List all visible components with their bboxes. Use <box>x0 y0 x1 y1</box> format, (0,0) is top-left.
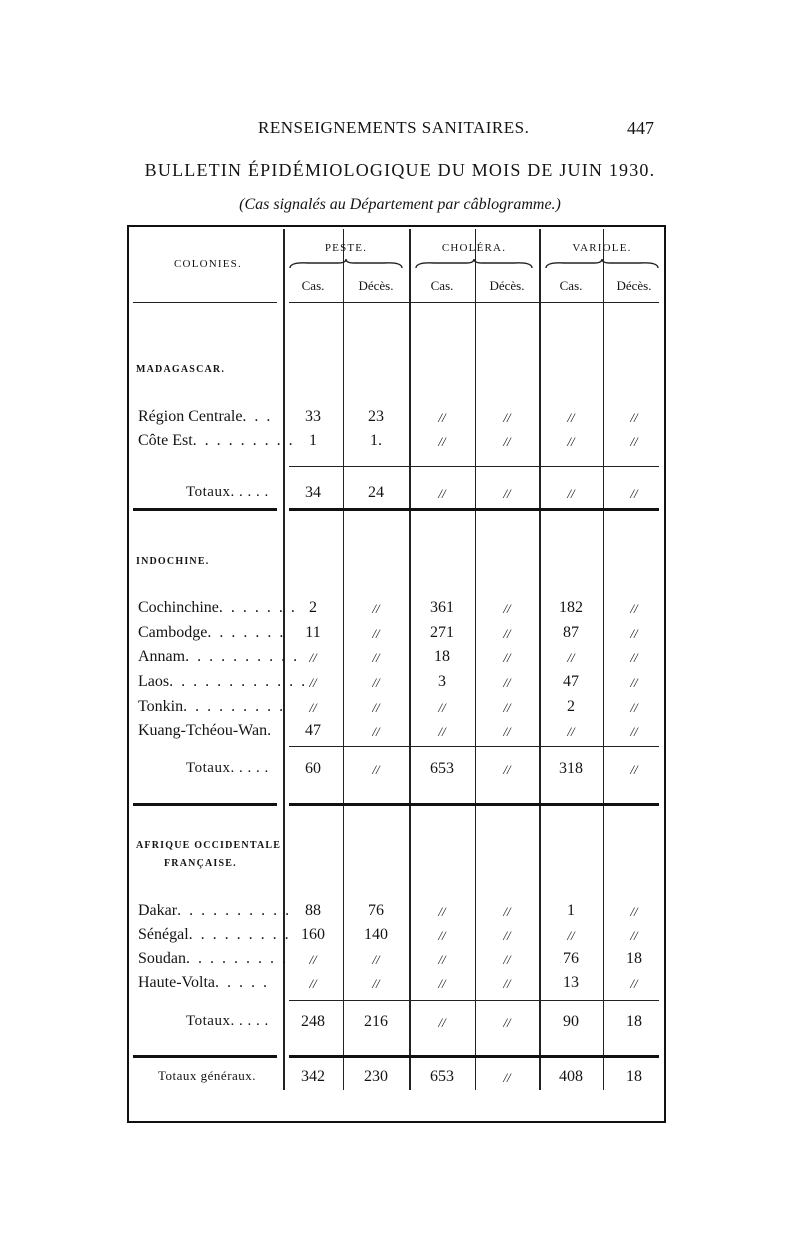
table-cell: // <box>438 976 446 991</box>
column-rule <box>603 229 604 1090</box>
column-rule <box>539 229 541 1090</box>
table-cell: // <box>503 675 511 690</box>
totals-cell: 248 <box>301 1013 325 1030</box>
bulletin-title: BULLETIN ÉPIDÉMIOLOGIQUE DU MOIS DE JUIN 1930. <box>144 160 656 180</box>
totals-cell: // <box>503 762 511 777</box>
row-label-text: Annam <box>138 648 186 665</box>
table-cell: // <box>372 976 380 991</box>
row-label <box>138 698 286 716</box>
row-label-text: Haute-Volta <box>138 974 216 991</box>
table-cell: 361 <box>430 599 454 616</box>
table-cell: // <box>503 724 511 739</box>
grand-totals-cell: 653 <box>430 1068 454 1085</box>
table-cell: // <box>503 976 511 991</box>
table-cell: // <box>503 904 511 919</box>
table-cell: // <box>372 724 380 739</box>
section-heading: INDOCHINE. <box>136 556 210 567</box>
table-cell: 76 <box>563 950 579 967</box>
table-cell: // <box>630 410 638 425</box>
table-cell: 47 <box>563 673 579 690</box>
subheader-deces: Décès. <box>358 278 394 293</box>
section-rule <box>289 508 659 511</box>
subheader-cas: Cas. <box>301 278 325 293</box>
section-rule <box>133 508 277 511</box>
row-label-text: Sénégal <box>138 926 189 943</box>
table-cell: // <box>438 434 446 449</box>
table-cell: // <box>630 724 638 739</box>
table-cell: // <box>630 626 638 641</box>
leader-dots: . . . . . . . <box>207 624 286 641</box>
table-cell: // <box>503 601 511 616</box>
table-cell: // <box>630 904 638 919</box>
table-cell: // <box>567 928 575 943</box>
table-cell: // <box>503 650 511 665</box>
row-label <box>138 673 308 691</box>
running-title: RENSEIGNEMENTS SANITAIRES. <box>258 118 530 137</box>
section-rule <box>289 803 659 806</box>
section-rule <box>133 1055 277 1058</box>
brace-variole <box>544 258 660 270</box>
table-cell: // <box>372 650 380 665</box>
table-cell: 1 <box>309 432 317 449</box>
table-cell: // <box>438 952 446 967</box>
row-label <box>138 432 295 450</box>
page-number: 447 <box>627 118 654 138</box>
grand-totals-cell: 342 <box>301 1068 325 1085</box>
table-cell: // <box>630 434 638 449</box>
grand-totals-cell: 230 <box>364 1068 388 1085</box>
header-rule <box>289 302 659 303</box>
totals-cell: 318 <box>559 760 583 777</box>
header-colonies: COLONIES. <box>174 258 242 270</box>
column-rule <box>409 229 411 1090</box>
row-label-text: Cambodge <box>138 624 208 641</box>
table-cell: 271 <box>430 624 454 641</box>
subtotal-rule <box>289 466 659 467</box>
leader-dots: . . . . . <box>215 974 270 991</box>
row-label <box>138 408 278 426</box>
table-cell: 182 <box>559 599 583 616</box>
totals-cell: 216 <box>364 1013 388 1030</box>
table-cell: // <box>438 410 446 425</box>
table-cell: // <box>309 976 317 991</box>
totals-cell: // <box>372 762 380 777</box>
table-cell: // <box>630 928 638 943</box>
leader-dots: . . . . . . . . . . <box>177 902 292 919</box>
table-cell: // <box>372 700 380 715</box>
leader-dots: . . . <box>242 408 273 425</box>
table-cell: // <box>438 928 446 943</box>
table-cell: 3 <box>438 673 446 690</box>
leader-dots: . . . . . . . . . . <box>185 648 300 665</box>
brace-cholera <box>414 258 534 270</box>
row-label-text: Soudan <box>138 950 186 967</box>
table-cell: // <box>372 952 380 967</box>
subtotal-rule <box>289 1000 659 1001</box>
leader-dots: . . . . . . . . . <box>186 950 288 967</box>
subheader-deces: Décès. <box>616 278 652 293</box>
table-cell: 160 <box>301 926 325 943</box>
totals-cell: 60 <box>305 760 321 777</box>
subtotal-rule <box>289 746 659 747</box>
totals-cell: 34 <box>305 484 321 501</box>
row-label <box>138 950 288 968</box>
row-label-text: Cochinchine <box>138 599 219 616</box>
row-label-text: Laos <box>138 673 170 690</box>
table-cell: // <box>503 434 511 449</box>
table-cell: // <box>309 952 317 967</box>
section-rule <box>289 1055 659 1058</box>
table-cell: // <box>567 410 575 425</box>
table-cell: 47 <box>305 722 321 739</box>
table-cell: 18 <box>626 950 642 967</box>
section-rule <box>133 803 277 806</box>
leader-dots: . . . . . . . <box>218 599 297 616</box>
table-cell: // <box>567 724 575 739</box>
totals-cell: 653 <box>430 760 454 777</box>
totals-cell: // <box>438 486 446 501</box>
subheader-deces: Décès. <box>489 278 525 293</box>
header-variole: VARIOLE. <box>572 242 632 254</box>
totals-cell: 90 <box>563 1013 579 1030</box>
row-label-text: Côte Est <box>138 432 193 449</box>
table-cell: // <box>567 434 575 449</box>
header-peste: PESTE. <box>324 242 368 254</box>
table-cell: // <box>630 700 638 715</box>
table-cell: 76 <box>368 902 384 919</box>
subheader-cas: Cas. <box>559 278 583 293</box>
table-cell: // <box>309 700 317 715</box>
totals-label: Totaux. . . . . <box>186 1013 269 1029</box>
table-cell: 2 <box>567 698 575 715</box>
totals-label: Totaux. . . . . <box>186 760 269 776</box>
table-cell: 140 <box>364 926 388 943</box>
row-label-text: Dakar <box>138 902 178 919</box>
table-cell: 23 <box>368 408 384 425</box>
leader-dots: . . . . . . . . . <box>188 926 291 943</box>
leader-dots: . . . . . . . . . <box>183 698 286 715</box>
totals-cell: // <box>438 1015 446 1030</box>
row-label <box>138 648 300 666</box>
section-heading: MADAGASCAR. <box>136 364 226 375</box>
column-rule <box>475 229 476 1090</box>
row-label <box>138 599 297 617</box>
table-cell: // <box>630 976 638 991</box>
table-cell: // <box>503 626 511 641</box>
table-cell: 88 <box>305 902 321 919</box>
row-label <box>138 926 291 944</box>
grand-totals-label: Totaux généraux. <box>158 1068 257 1083</box>
header-rule <box>133 302 277 303</box>
table-cell: // <box>503 952 511 967</box>
leader-dots: . . . . . . . . . . . . <box>169 673 308 690</box>
table-cell: // <box>438 700 446 715</box>
table-cell: // <box>438 724 446 739</box>
totals-cell: // <box>503 486 511 501</box>
totals-cell: // <box>503 1015 511 1030</box>
grand-totals-cell: // <box>503 1070 511 1085</box>
totals-cell: // <box>567 486 575 501</box>
grand-totals-cell: 18 <box>626 1068 642 1085</box>
table-cell: // <box>503 410 511 425</box>
leader-dots: . . . . . . . . . <box>192 432 295 449</box>
table-cell: 11 <box>305 624 321 641</box>
table-cell: // <box>309 675 317 690</box>
row-label-text: Kuang-Tchéou-Wan. <box>138 722 272 739</box>
row-label <box>138 624 286 642</box>
grand-totals-cell: 408 <box>559 1068 583 1085</box>
table-cell: // <box>438 904 446 919</box>
table-cell: // <box>372 675 380 690</box>
totals-cell: // <box>630 762 638 777</box>
totals-label: Totaux. . . . . <box>186 484 269 500</box>
totals-cell: 18 <box>626 1013 642 1030</box>
section-heading-line2: FRANÇAISE. <box>164 858 237 869</box>
table-cell: 87 <box>563 624 579 641</box>
table-cell: 13 <box>563 974 579 991</box>
row-label-text: Région Centrale <box>138 408 243 425</box>
table-cell: // <box>630 601 638 616</box>
table-cell: // <box>567 650 575 665</box>
subheader-cas: Cas. <box>430 278 454 293</box>
totals-cell: 24 <box>368 484 384 501</box>
bulletin-subtitle: (Cas signalés au Département par câblogramme.) <box>239 196 561 213</box>
table-cell: // <box>372 626 380 641</box>
brace-peste <box>288 258 404 270</box>
row-label <box>138 902 292 920</box>
column-rule <box>343 229 344 1090</box>
table-cell: // <box>630 650 638 665</box>
row-label <box>138 722 278 740</box>
row-label-text: Tonkin <box>138 698 184 715</box>
table-cell: 18 <box>434 648 450 665</box>
table-cell: // <box>372 601 380 616</box>
running-head <box>0 118 800 142</box>
row-label <box>138 974 278 992</box>
table-cell: // <box>503 928 511 943</box>
totals-cell: // <box>630 486 638 501</box>
table-cell: // <box>630 675 638 690</box>
table-cell: 1. <box>370 432 382 449</box>
section-heading: AFRIQUE OCCIDENTALE <box>136 840 282 851</box>
table-cell: 2 <box>309 599 317 616</box>
table-cell: 1 <box>567 902 575 919</box>
table-cell: // <box>309 650 317 665</box>
header-cholera: CHOLÉRA. <box>441 242 507 254</box>
table-cell: // <box>503 700 511 715</box>
table-cell: 33 <box>305 408 321 425</box>
